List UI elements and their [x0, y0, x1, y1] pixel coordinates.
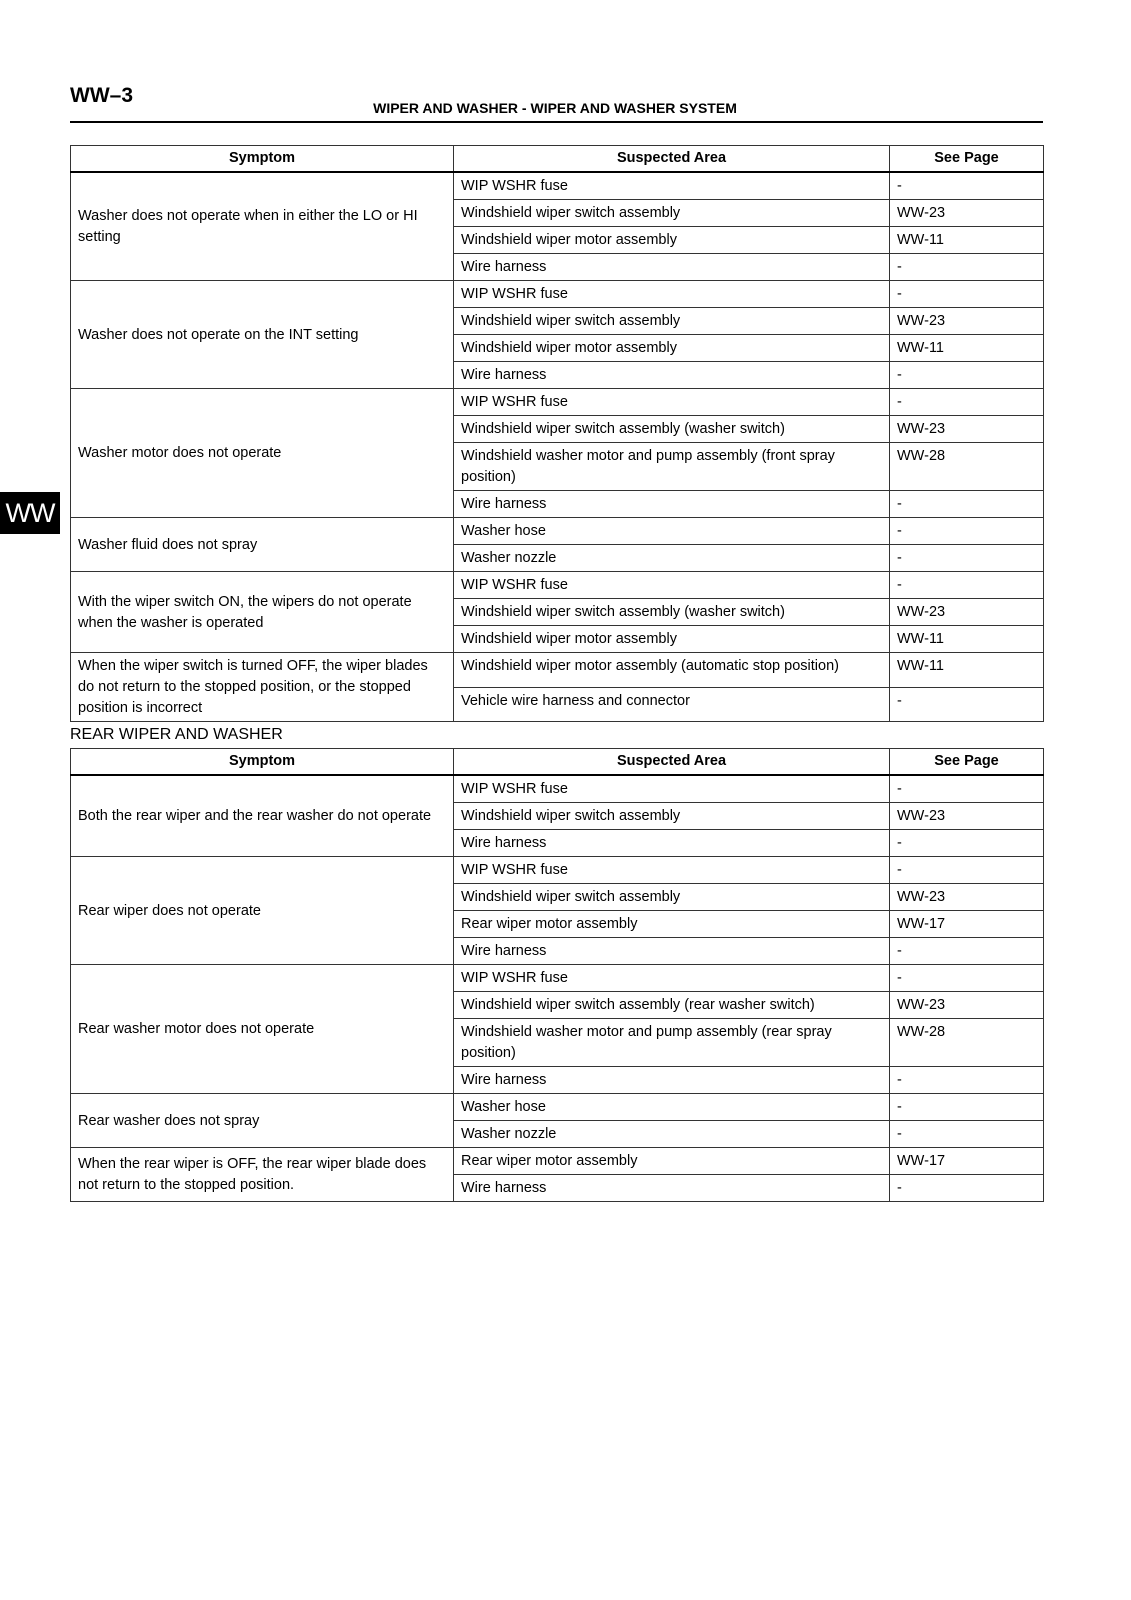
- symptom-cell: Washer does not operate when in either the LO or HI setting: [71, 172, 454, 281]
- suspected-area-cell: Wire harness: [454, 1175, 890, 1202]
- see-page-cell: -: [890, 1094, 1044, 1121]
- suspected-area-cell: Vehicle wire harness and connector: [454, 687, 890, 722]
- symptom-cell: Rear washer does not spray: [71, 1094, 454, 1148]
- suspected-area-cell: Washer hose: [454, 518, 890, 545]
- suspected-area-cell: Windshield washer motor and pump assembly (rear spray position): [454, 1019, 890, 1067]
- see-page-cell: -: [890, 830, 1044, 857]
- symptom-cell: Washer does not operate on the INT setting: [71, 281, 454, 389]
- see-page-cell: WW-11: [890, 227, 1044, 254]
- suspected-area-cell: WIP WSHR fuse: [454, 965, 890, 992]
- see-page-cell: -: [890, 1175, 1044, 1202]
- see-page-cell: WW-23: [890, 308, 1044, 335]
- see-page-cell: -: [890, 254, 1044, 281]
- column-header-see-page: See Page: [890, 146, 1044, 173]
- suspected-area-cell: Windshield wiper switch assembly: [454, 803, 890, 830]
- page-number: WW–3: [70, 84, 133, 107]
- see-page-cell: -: [890, 491, 1044, 518]
- suspected-area-cell: Windshield wiper motor assembly (automatic stop position): [454, 653, 890, 688]
- table-row: [71, 653, 1044, 688]
- suspected-area-cell: Wire harness: [454, 491, 890, 518]
- suspected-area-cell: WIP WSHR fuse: [454, 857, 890, 884]
- column-header-suspected-area: Suspected Area: [454, 749, 890, 776]
- suspected-area-cell: Windshield wiper switch assembly (washer switch): [454, 599, 890, 626]
- suspected-area-cell: Wire harness: [454, 830, 890, 857]
- suspected-area-cell: Washer nozzle: [454, 545, 890, 572]
- see-page-cell: -: [890, 775, 1044, 803]
- suspected-area-cell: Windshield wiper switch assembly (rear washer switch): [454, 992, 890, 1019]
- suspected-area-cell: Windshield wiper switch assembly (washer switch): [454, 416, 890, 443]
- suspected-area-cell: Wire harness: [454, 1067, 890, 1094]
- suspected-area-cell: Windshield wiper motor assembly: [454, 626, 890, 653]
- see-page-cell: WW-17: [890, 911, 1044, 938]
- see-page-cell: -: [890, 965, 1044, 992]
- suspected-area-cell: Windshield wiper switch assembly: [454, 308, 890, 335]
- table-row: [71, 775, 1044, 803]
- section-tab: WW: [0, 492, 60, 534]
- see-page-cell: -: [890, 389, 1044, 416]
- suspected-area-cell: Windshield washer motor and pump assembly (front spray position): [454, 443, 890, 491]
- suspected-area-cell: Wire harness: [454, 362, 890, 389]
- symptom-cell: Washer fluid does not spray: [71, 518, 454, 572]
- see-page-cell: WW-23: [890, 884, 1044, 911]
- symptom-cell: When the rear wiper is OFF, the rear wiper blade does not return to the stopped position.: [71, 1148, 454, 1202]
- see-page-cell: -: [890, 572, 1044, 599]
- suspected-area-cell: Wire harness: [454, 254, 890, 281]
- section-title-rear: REAR WIPER AND WASHER: [70, 726, 283, 743]
- suspected-area-cell: Windshield wiper switch assembly: [454, 884, 890, 911]
- see-page-cell: WW-23: [890, 599, 1044, 626]
- suspected-area-cell: Rear wiper motor assembly: [454, 1148, 890, 1175]
- see-page-cell: -: [890, 687, 1044, 722]
- see-page-cell: -: [890, 938, 1044, 965]
- see-page-cell: WW-28: [890, 1019, 1044, 1067]
- see-page-cell: WW-11: [890, 626, 1044, 653]
- suspected-area-cell: WIP WSHR fuse: [454, 389, 890, 416]
- table-row: [71, 965, 1044, 992]
- see-page-cell: WW-11: [890, 335, 1044, 362]
- see-page-cell: -: [890, 1067, 1044, 1094]
- see-page-cell: WW-17: [890, 1148, 1044, 1175]
- suspected-area-cell: WIP WSHR fuse: [454, 572, 890, 599]
- troubleshooting-table-front: [70, 145, 1044, 722]
- table-row: [71, 389, 1044, 416]
- column-header-see-page: See Page: [890, 749, 1044, 776]
- symptom-cell: Rear wiper does not operate: [71, 857, 454, 965]
- see-page-cell: -: [890, 518, 1044, 545]
- see-page-cell: WW-23: [890, 803, 1044, 830]
- troubleshooting-table-rear: [70, 748, 1044, 1202]
- see-page-cell: -: [890, 545, 1044, 572]
- table-row: [71, 172, 1044, 200]
- column-header-suspected-area: Suspected Area: [454, 146, 890, 173]
- suspected-area-cell: Washer hose: [454, 1094, 890, 1121]
- see-page-cell: WW-11: [890, 653, 1044, 688]
- column-header-symptom: Symptom: [71, 146, 454, 173]
- table-body: [71, 172, 1044, 722]
- table-row: [71, 1094, 1044, 1121]
- header-rule: [70, 121, 1043, 123]
- table-header-row: [71, 749, 1044, 776]
- symptom-cell: When the wiper switch is turned OFF, the wiper blades do not return to the stopped position, or the stopped position is incorrect: [71, 653, 454, 722]
- suspected-area-cell: WIP WSHR fuse: [454, 172, 890, 200]
- symptom-cell: Rear washer motor does not operate: [71, 965, 454, 1094]
- table-row: [71, 281, 1044, 308]
- table-row: [71, 518, 1044, 545]
- table-row: [71, 1148, 1044, 1175]
- suspected-area-cell: WIP WSHR fuse: [454, 775, 890, 803]
- column-header-symptom: Symptom: [71, 749, 454, 776]
- see-page-cell: -: [890, 281, 1044, 308]
- see-page-cell: -: [890, 1121, 1044, 1148]
- suspected-area-cell: Rear wiper motor assembly: [454, 911, 890, 938]
- see-page-cell: WW-23: [890, 992, 1044, 1019]
- see-page-cell: WW-23: [890, 416, 1044, 443]
- suspected-area-cell: Wire harness: [454, 938, 890, 965]
- suspected-area-cell: Windshield wiper switch assembly: [454, 200, 890, 227]
- suspected-area-cell: WIP WSHR fuse: [454, 281, 890, 308]
- suspected-area-cell: Windshield wiper motor assembly: [454, 335, 890, 362]
- symptom-cell: Both the rear wiper and the rear washer do not operate: [71, 775, 454, 857]
- table-row: [71, 572, 1044, 599]
- see-page-cell: -: [890, 172, 1044, 200]
- suspected-area-cell: Windshield wiper motor assembly: [454, 227, 890, 254]
- suspected-area-cell: Washer nozzle: [454, 1121, 890, 1148]
- table-row: [71, 857, 1044, 884]
- see-page-cell: -: [890, 857, 1044, 884]
- see-page-cell: WW-23: [890, 200, 1044, 227]
- see-page-cell: WW-28: [890, 443, 1044, 491]
- symptom-cell: With the wiper switch ON, the wipers do not operate when the washer is operated: [71, 572, 454, 653]
- see-page-cell: -: [890, 362, 1044, 389]
- symptom-cell: Washer motor does not operate: [71, 389, 454, 518]
- table-header-row: [71, 146, 1044, 173]
- table-body: [71, 775, 1044, 1202]
- page-title: WIPER AND WASHER - WIPER AND WASHER SYSTEM: [373, 100, 737, 116]
